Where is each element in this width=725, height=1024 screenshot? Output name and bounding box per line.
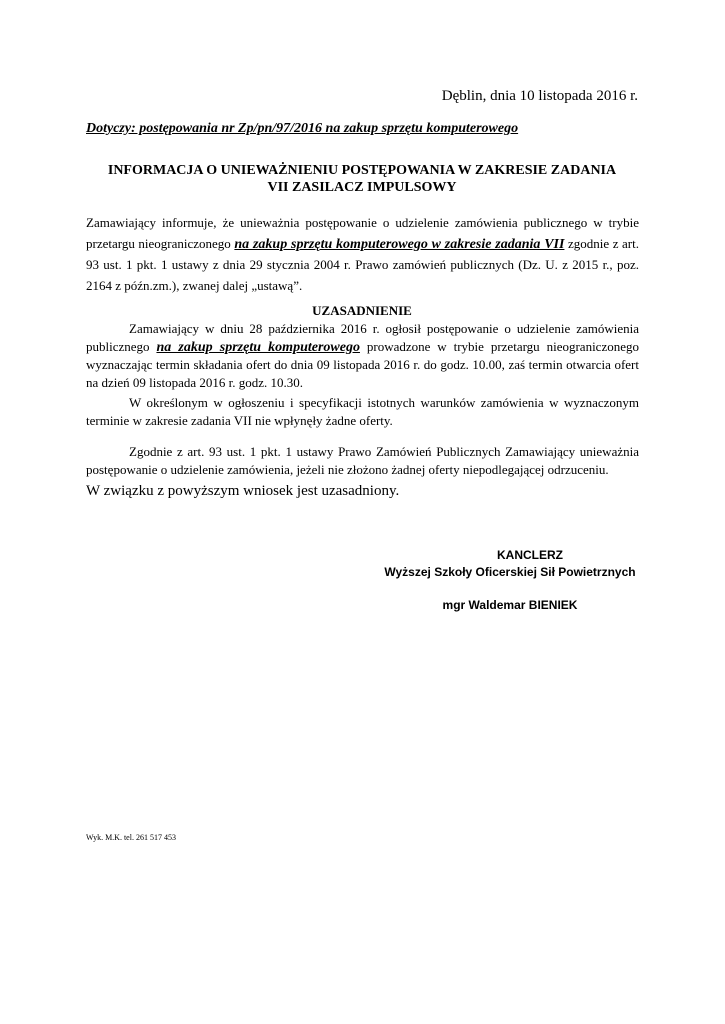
signature-name: mgr Waldemar BIENIEK [442,598,578,612]
emphasized-text: na zakup sprzętu komputerowego [156,339,360,355]
title-line-2: VII ZASILACZ IMPULSOWY [267,180,457,195]
title-line-1: INFORMACJA O UNIEWAŻNIENIU POSTĘPOWANIA W ZAKRESIE ZADANIA [107,163,617,178]
paragraph-announcement [86,213,639,296]
section-heading: UZASADNIENIE [312,303,412,318]
paragraph-conclusion: W związku z powyższym wniosek jest uzasadniony. [86,483,400,499]
subject-line: Dotyczy: postępowania nr Zp/pn/97/2016 na zakup sprzętu komputerowego [86,121,519,136]
emphasized-text: na zakup sprzętu komputerowego w zakresie zadania VII [234,236,565,252]
paragraph-legal-basis: Zgodnie z art. 93 ust. 1 pkt. 1 ustawy Prawo Zamówień Publicznych Zamawiający unieważnia postępowanie o udzielenie zamówienia, jeżeli nie złożono żadnej oferty niepodlegającej odrzuceniu. [86,444,639,477]
signature-role: KANCLERZ [497,548,563,562]
signature-institution: Wyższej Szkoły Oficerskiej Sił Powietrznych [384,565,636,579]
paragraph-justification [86,320,639,392]
document-title [86,162,638,196]
paragraph-no-offers: W określonym w ogłoszeniu i specyfikacji istotnych warunków zamówienia w wyznaczonym terminie w zakresie zadania VII nie wpłynęły żadne oferty. [86,395,639,428]
footer-note: Wyk. M.K. tel. 261 517 453 [86,833,176,842]
paragraph-text: prowadzone w trybie przetargu nieograniczonego wyznaczając termin składania ofert do dnia 09 listopada 2016 r. do godz. 10.00, zaś termin otwarcia ofert na dzień 09 listopada 2016 r. godz. 10.30. [86,338,639,391]
paragraph-text: Zamawiający informuje, że unieważnia postępowanie o udzielenie zamówienia publicznego w trybie przetargu nieograniczonego [86,215,639,251]
paragraph-text: zgodnie z art. 93 ust. 1 pkt. 1 ustawy z dnia 29 stycznia 2004 r. Prawo zamówień publicznych (Dz. U. z 2015 r., poz. 2164 z późn.zm.), zwanej dalej „ustawą”. [86,235,639,293]
dateline: Dęblin, dnia 10 listopada 2016 r. [441,88,638,104]
paragraph-text: Zamawiający w dniu 28 października 2016 r. ogłosił postępowanie o udzielenie zamówienia publicznego [86,321,639,354]
